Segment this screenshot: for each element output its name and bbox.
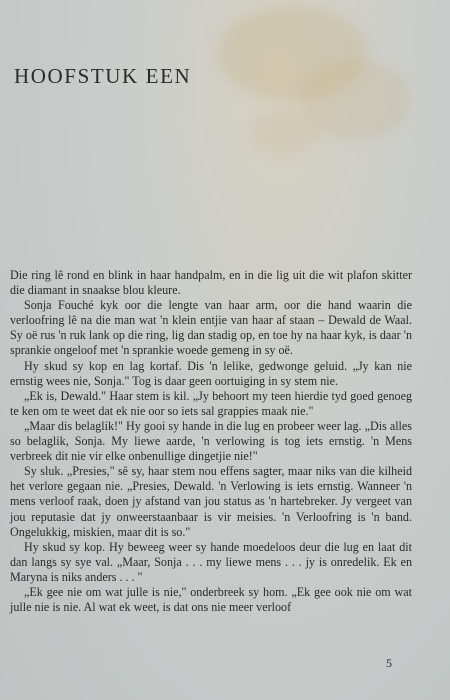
- paragraph: Sy sluk. „Presies," sê sy, haar stem nou effens sagter, maar niks van die kilheid het verlore gegaan nie. „Presies, Dewald. 'n Verlowing is iets ernstig. Wanneer 'n mens verloof raak, doen jy afstand van jou status as 'n hartebreker. Jy vergeet van jou reputasie dat jy onweerstaanbaar is vir meisies. 'n Verloofring is 'n band. Ongelukkig, miskien, maar dit is so.": [10, 464, 412, 539]
- chapter-title: HOOFSTUK EEN: [14, 64, 192, 88]
- paper-stain: [250, 110, 320, 155]
- paragraph: Die ring lê rond en blink in haar handpalm, en in die lig uit die wit plafon skitter die diamant in snaakse blou kleure.: [10, 268, 412, 298]
- paragraph: Hy skud sy kop. Hy beweeg weer sy hande moedeloos deur die lug en laat dit dan langs sy sye val. „Maar, Sonja . . . my liewe mens . . . jy is onredelik. Ek en Maryna is niks anders . . . ": [10, 539, 412, 584]
- paragraph: Sonja Fouché kyk oor die lengte van haar arm, oor die hand waarin die verloofring lê na die man wat 'n klein entjie van haar af staan – Dewald de Waal. Sy oë rus 'n ruk lank op die ring, lig dan stadig op, en toe hy na haar kyk, is daar 'n sprankie ongeloof met 'n sprankie woede gemeng in sy oë.: [10, 298, 412, 358]
- paragraph: „Ek is, Dewald." Haar stem is kil. „Jy behoort my teen hierdie tyd goed genoeg te ken om te weet dat ek nie oor so iets sal grappies maak nie.": [10, 388, 412, 418]
- page-number: 5: [386, 656, 392, 670]
- paragraph: „Ek gee nie om wat julle is nie," onderbreek sy hom. „Ek gee ook nie om wat julle nie is nie. Al wat ek weet, is dat ons nie meer verloof: [10, 584, 412, 615]
- chapter-body: [10, 268, 412, 615]
- paragraph: „Maar dis belaglik!" Hy gooi sy hande in die lug en probeer weer lag. „Dis alles so belaglik, Sonja. My liewe aarde, 'n verlowing is tog iets ernstig. 'n Mens verbreek dit nie vir elke onbenullige dingetjie nie!": [10, 418, 412, 464]
- paragraph: Hy skud sy kop en lag kortaf. Dis 'n lelike, gedwonge geluid. „Jy kan nie ernstig wees nie, Sonja." Tog is daar geen oortuiging in sy stem nie.: [10, 358, 412, 388]
